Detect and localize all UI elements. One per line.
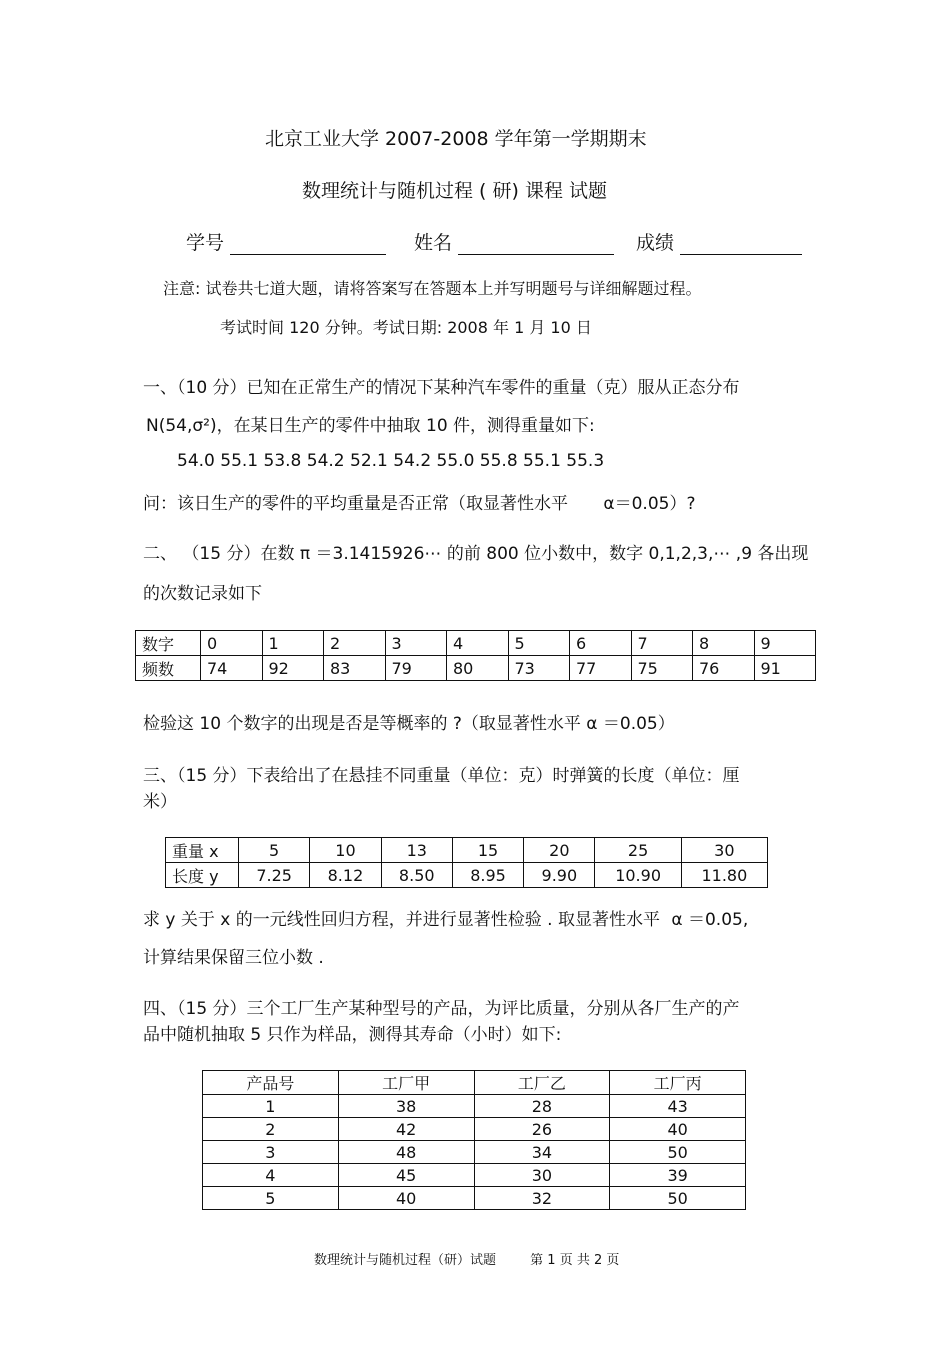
q1-line1: 一、（10 分）已知在正常生产的情况下某种汽车零件的重量（克）服从正态分布 — [143, 378, 740, 398]
table-cell: 13 — [381, 838, 452, 863]
q2-alpha: α ＝0.05 — [586, 714, 658, 734]
table-cell: 39 — [610, 1164, 746, 1187]
table-cell: 10 — [310, 838, 381, 863]
table-header-cell: 产品号 — [203, 1071, 339, 1095]
table-cell: 50 — [610, 1187, 746, 1210]
table-cell: 20 — [524, 838, 595, 863]
table-cell: 48 — [338, 1141, 474, 1164]
q3-after1-end: , — [742, 910, 749, 930]
table-cell: 10.90 — [595, 863, 681, 888]
table-header-row — [203, 1071, 746, 1095]
table-cell: 3 — [203, 1141, 339, 1164]
table-cell: 77 — [570, 656, 632, 681]
table-cell: 30 — [681, 838, 767, 863]
q3-after1-text: 求 y 关于 x 的一元线性回归方程，并进行显著性检验 . 取显著性水平 — [143, 910, 660, 930]
table-header-cell: 工厂乙 — [474, 1071, 610, 1095]
table-cell: 9.90 — [524, 863, 595, 888]
q1-question-text: 问：该日生产的零件的平均重量是否正常（取显著性水平 — [143, 494, 568, 514]
table-cell: 83 — [324, 656, 386, 681]
table-cell: 80 — [447, 656, 509, 681]
table-cell: 28 — [474, 1095, 610, 1118]
digit-frequency-table — [135, 630, 816, 681]
table-cell: 73 — [508, 656, 570, 681]
table-row — [136, 631, 816, 656]
table-cell: 34 — [474, 1141, 610, 1164]
table-cell: 26 — [474, 1118, 610, 1141]
table-cell: 4 — [447, 631, 509, 656]
notice: 注意: 试卷共七道大题，请将答案写在答题本上并写明题号与详细解题过程。 — [163, 279, 702, 298]
q2-pi: π ＝3.1415926⋯ — [299, 544, 442, 564]
table-cell: 91 — [754, 656, 816, 681]
q1-alpha: α＝0.05 — [603, 494, 670, 514]
table-row — [166, 863, 768, 888]
table-cell: 1 — [203, 1095, 339, 1118]
q3-alpha: α ＝0.05 — [671, 910, 743, 930]
course-title: 数理统计与随机过程 ( 研) 课程 试题 — [302, 180, 607, 202]
score-line — [680, 234, 802, 255]
q1-question-end: ）? — [669, 494, 696, 514]
q4-line1: 四、（15 分）三个工厂生产某种型号的产品，为评比质量，分别从各厂生产的产 — [143, 999, 740, 1019]
table-cell: 15 — [452, 838, 523, 863]
name-field — [414, 228, 614, 255]
table-row — [203, 1187, 746, 1210]
table-cell: 92 — [262, 656, 324, 681]
q2-after — [143, 709, 675, 734]
table-cell: 45 — [338, 1164, 474, 1187]
q3-line1: 三、（15 分）下表给出了在悬挂不同重量（单位：克）时弹簧的长度（单位：厘 — [143, 766, 740, 786]
table-cell: 32 — [474, 1187, 610, 1210]
table-cell: 75 — [631, 656, 693, 681]
spring-table — [165, 837, 768, 888]
table-cell: 5 — [508, 631, 570, 656]
table-cell: 43 — [610, 1095, 746, 1118]
footer — [314, 1249, 619, 1268]
table-cell: 74 — [201, 656, 263, 681]
q2-after-text: 检验这 10 个数字的出现是否是等概率的 ?（取显著性水平 — [143, 714, 581, 734]
table-cell: 50 — [610, 1141, 746, 1164]
q3-after1 — [143, 905, 748, 930]
table-row — [203, 1118, 746, 1141]
table-cell: 8.12 — [310, 863, 381, 888]
table-cell: 8.50 — [381, 863, 452, 888]
table-cell: 40 — [610, 1118, 746, 1141]
q3-line2: 米） — [143, 792, 177, 812]
factory-lifetime-table — [202, 1070, 746, 1210]
table-cell: 1 — [262, 631, 324, 656]
score-field — [636, 228, 802, 255]
table-cell: 3 — [385, 631, 447, 656]
q1-line2-text: ，在某日生产的零件中抽取 10 件，测得重量如下: — [216, 416, 595, 436]
footer-page: 第 1 页 共 2 页 — [530, 1253, 620, 1268]
table-cell: 8 — [693, 631, 755, 656]
table-cell: 数字 — [136, 631, 201, 656]
table-row — [203, 1141, 746, 1164]
q1-data: 54.0 55.1 53.8 54.2 52.1 54.2 55.0 55.8 55.1 55.3 — [177, 451, 605, 471]
q1-question — [143, 489, 696, 514]
table-cell: 2 — [203, 1118, 339, 1141]
q3-after2: 计算结果保留三位小数 . — [143, 948, 324, 968]
table-cell: 38 — [338, 1095, 474, 1118]
table-cell: 5 — [239, 838, 310, 863]
table-cell: 6 — [570, 631, 632, 656]
footer-course: 数理统计与随机过程（研）试题 — [314, 1253, 497, 1268]
table-row — [166, 838, 768, 863]
table-cell: 7.25 — [239, 863, 310, 888]
table-cell: 25 — [595, 838, 681, 863]
student-id-line — [230, 234, 386, 255]
table-header-cell: 工厂丙 — [610, 1071, 746, 1095]
table-cell: 30 — [474, 1164, 610, 1187]
q2-line1-a: 二、 （15 分）在数 — [143, 544, 295, 564]
q1-normal-formula: N(54,σ²) — [146, 416, 217, 436]
table-cell: 9 — [754, 631, 816, 656]
table-header-cell: 工厂甲 — [338, 1071, 474, 1095]
student-id-label: 学号 — [186, 232, 225, 254]
table-row — [203, 1095, 746, 1118]
exam-info: 考试时间 120 分钟。考试日期: 2008 年 1 月 10 日 — [220, 318, 592, 337]
q2-line1-b: 的前 800 位小数中，数字 0,1,2,3,⋯ ,9 各出现 — [446, 544, 809, 564]
table-row — [136, 656, 816, 681]
student-id-field — [186, 228, 386, 255]
table-cell: 4 — [203, 1164, 339, 1187]
q4-line2: 品中随机抽取 5 只作为样品，测得其寿命（小时）如下: — [143, 1025, 562, 1045]
table-cell: 79 — [385, 656, 447, 681]
table-cell: 76 — [693, 656, 755, 681]
table-cell: 8.95 — [452, 863, 523, 888]
q2-line2: 的次数记录如下 — [143, 584, 262, 604]
table-cell: 42 — [338, 1118, 474, 1141]
table-cell: 11.80 — [681, 863, 767, 888]
table-cell: 频数 — [136, 656, 201, 681]
name-label: 姓名 — [414, 232, 453, 254]
q2-after-end: ） — [657, 714, 675, 734]
score-label: 成绩 — [636, 232, 675, 254]
name-line — [458, 234, 614, 255]
table-cell: 长度 y — [166, 863, 239, 888]
table-cell: 40 — [338, 1187, 474, 1210]
table-cell: 7 — [631, 631, 693, 656]
q2-line1 — [143, 539, 808, 564]
table-cell: 重量 x — [166, 838, 239, 863]
table-cell: 2 — [324, 631, 386, 656]
table-cell: 5 — [203, 1187, 339, 1210]
table-cell: 0 — [201, 631, 263, 656]
q1-line2 — [146, 411, 595, 436]
table-row — [203, 1164, 746, 1187]
exam-title: 北京工业大学 2007-2008 学年第一学期期末 — [265, 128, 647, 150]
